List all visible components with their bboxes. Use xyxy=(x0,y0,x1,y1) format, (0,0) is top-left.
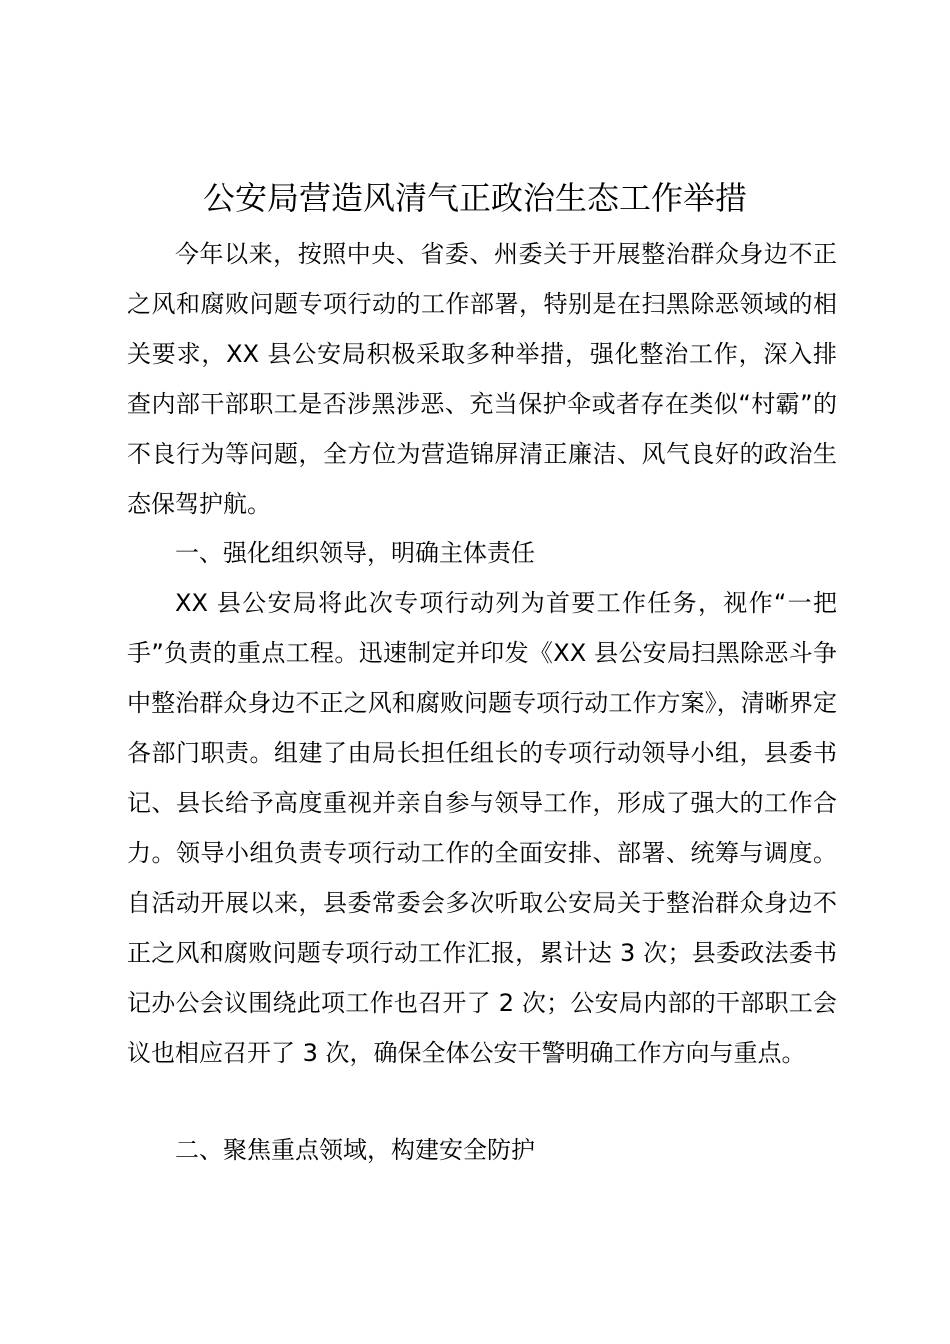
section-heading-1: 一、强化组织领导，明确主体责任 xyxy=(175,539,535,567)
document-title: 公安局营造风清气正政治生态工作举措 xyxy=(202,179,747,217)
section-heading-2: 二、聚焦重点领域，构建安全防护 xyxy=(175,1136,535,1164)
paragraph-intro: 今年以来，按照中央、省委、州委关于开展整治群众身边不正之风和腐败问题专项行动的工作部署，特别是在扫黑除恶领域的相关要求，XX 县公安局积极采取多种举措，强化整治工作，深入排查内部干部职工是否涉黑涉恶、充当保护伞或者存在类似“村霸”的不良行为等问题，全方位为营造锦屏清正廉洁、风气良好的政治生态保驾护航。 xyxy=(127,240,837,518)
paragraph-section-1: XX 县公安局将此次专项行动列为首要工作任务，视作“一把手”负责的重点工程。迅速制定并印发《XX 县公安局扫黑除恶斗争中整治群众身边不正之风和腐败问题专项行动工作方案》，清晰界定各部门职责。组建了由局长担任组长的专项行动领导小组，县委书记、县长给予高度重视并亲自参与领导工作，形成了强大的工作合力。领导小组负责专项行动工作的全面安排、部署、统筹与调度。自活动开展以来，县委常委会多次听取公安局关于整治群众身边不正之风和腐败问题专项行动工作汇报，累计达 3 次；县委政法委书记办公会议围绕此项工作也召开了 2 次；公安局内部的干部职工会议也相应召开了 3 次，确保全体公安干警明确工作方向与重点。 xyxy=(127,589,837,1067)
